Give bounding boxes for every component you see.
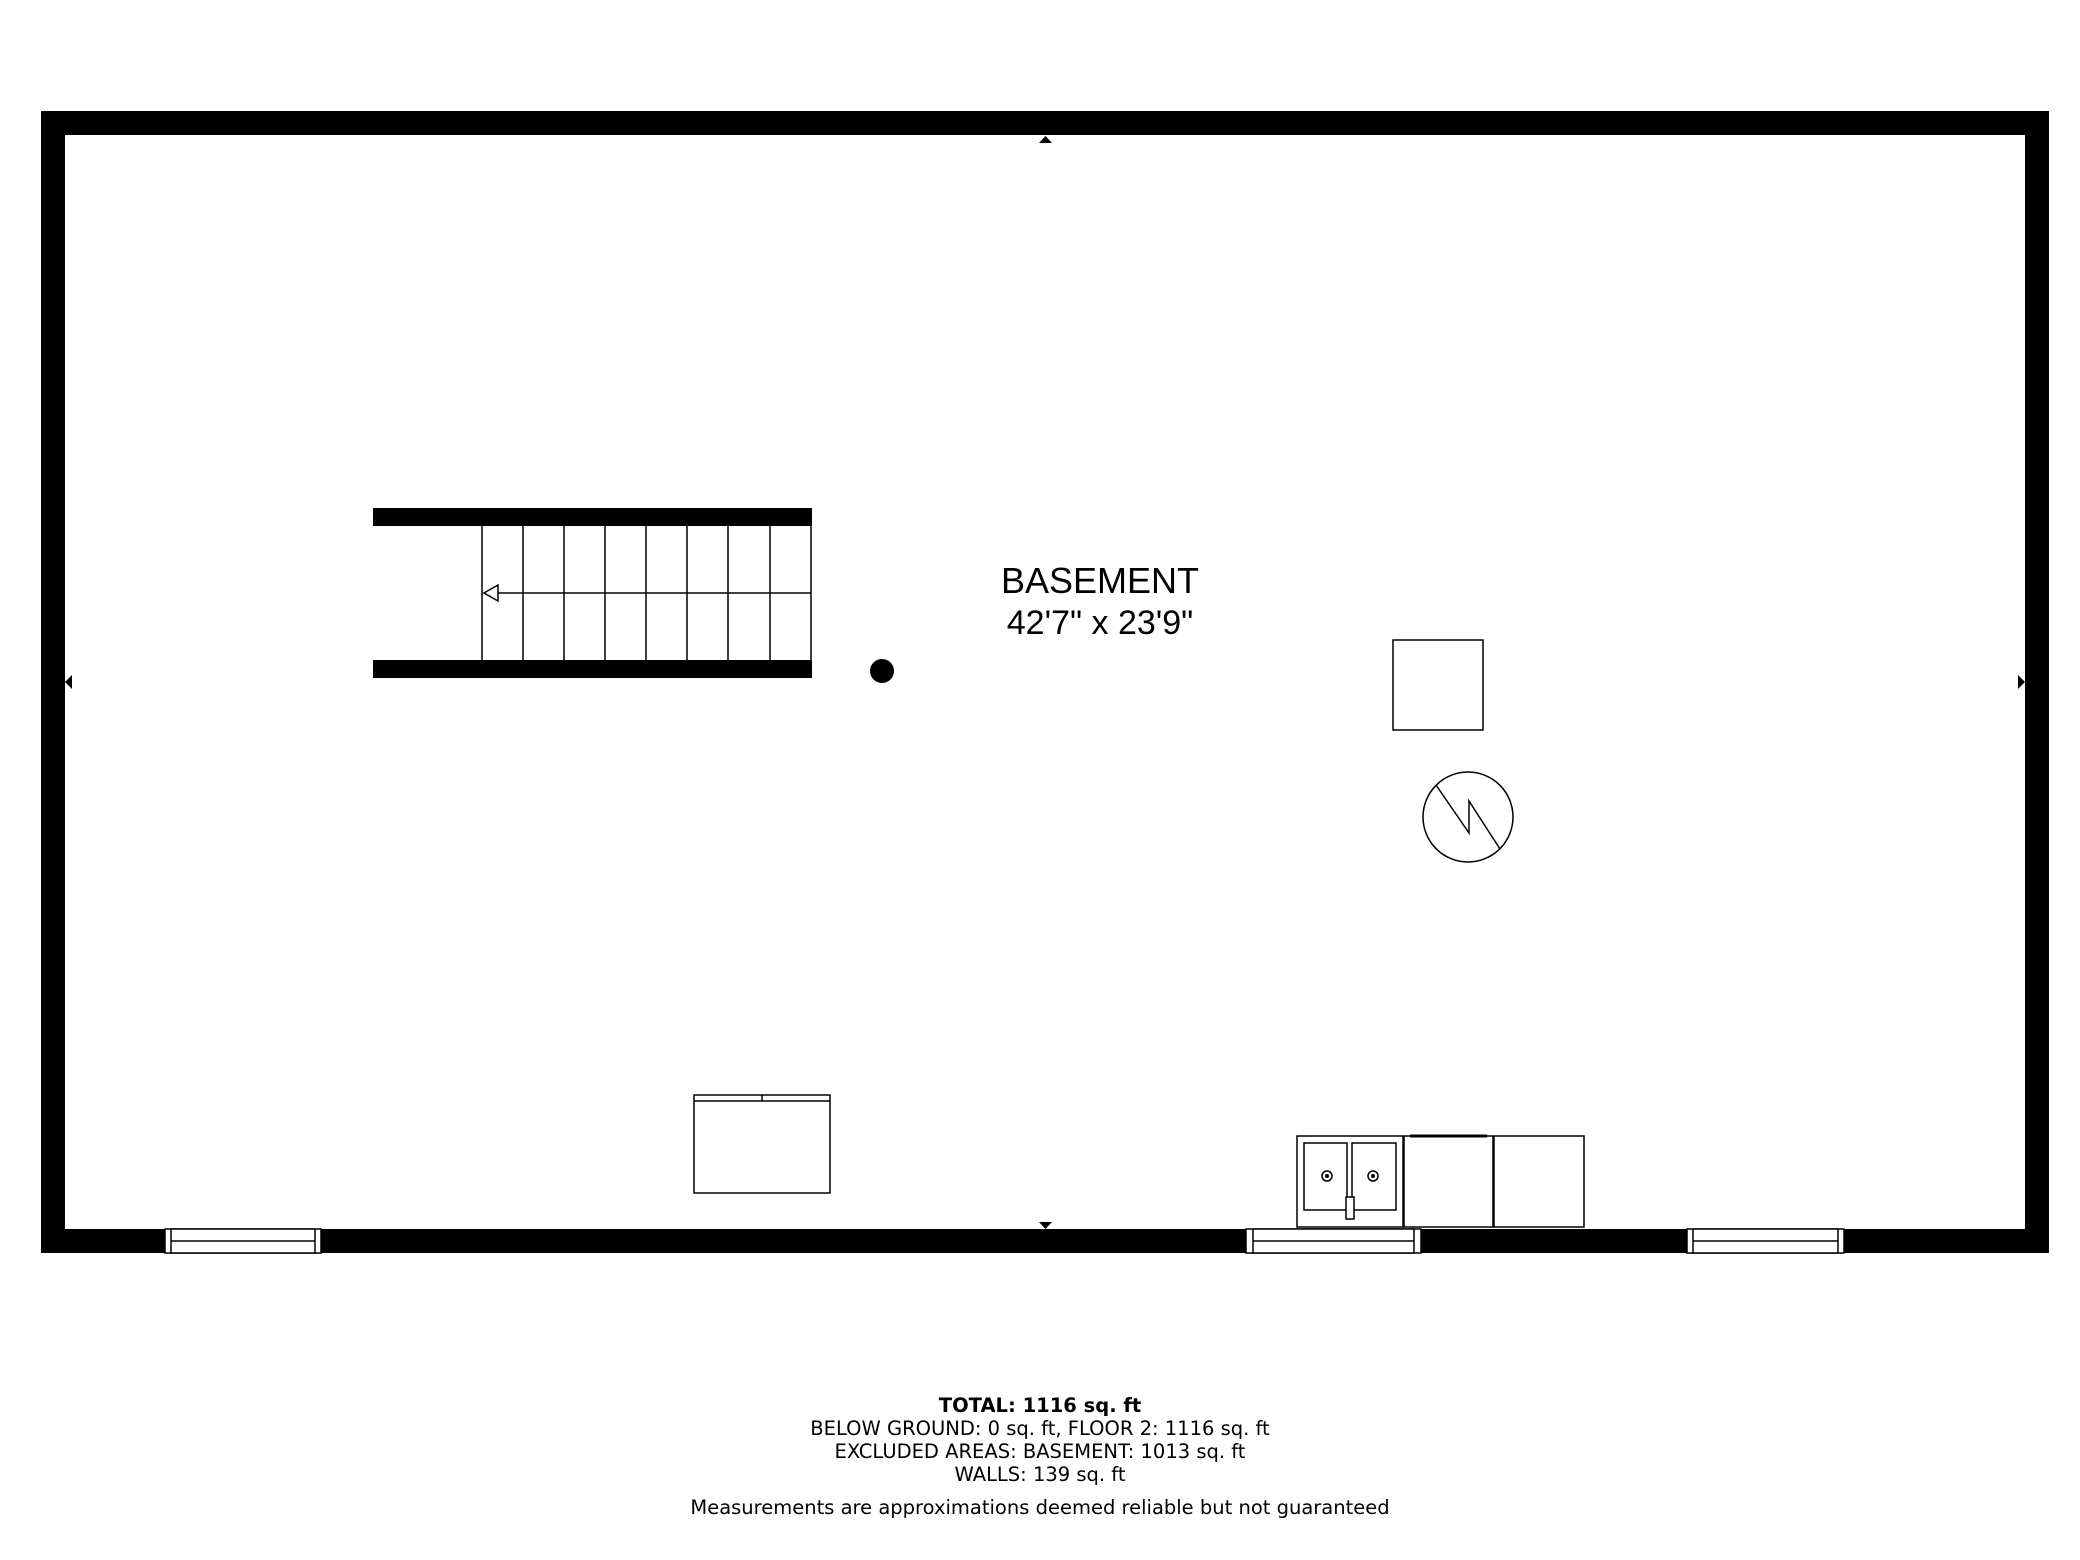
water-heater-icon (1423, 772, 1513, 862)
room-dimensions: 42'7" x 23'9" (1006, 604, 1194, 642)
walls-area: WALLS: 139 sq. ft (954, 1463, 1126, 1486)
laundry-sink (1297, 1136, 1403, 1227)
window-3 (1687, 1229, 1844, 1253)
dimension-markers (65, 136, 2025, 1229)
washer (1404, 1136, 1493, 1227)
support-post-icon (870, 659, 894, 683)
excluded-areas: EXCLUDED AREAS: BASEMENT: 1013 sq. ft (834, 1440, 1246, 1463)
room-name: BASEMENT (1000, 560, 1200, 601)
furnace (1393, 640, 1483, 730)
dryer (1494, 1136, 1584, 1227)
staircase (373, 508, 812, 678)
stairs-arrow-icon (484, 585, 498, 601)
exterior-walls (41, 111, 2049, 1253)
window-2 (1246, 1229, 1421, 1253)
disclaimer: Measurements are approximations deemed reliable but not guaranteed (690, 1496, 1390, 1519)
area-summary (0, 1394, 2080, 1519)
chest-freezer (694, 1095, 830, 1193)
window-1 (165, 1229, 321, 1253)
total-area: TOTAL: 1116 sq. ft (938, 1394, 1142, 1417)
below-ground-area: BELOW GROUND: 0 sq. ft, FLOOR 2: 1116 sq. ft (810, 1417, 1270, 1440)
